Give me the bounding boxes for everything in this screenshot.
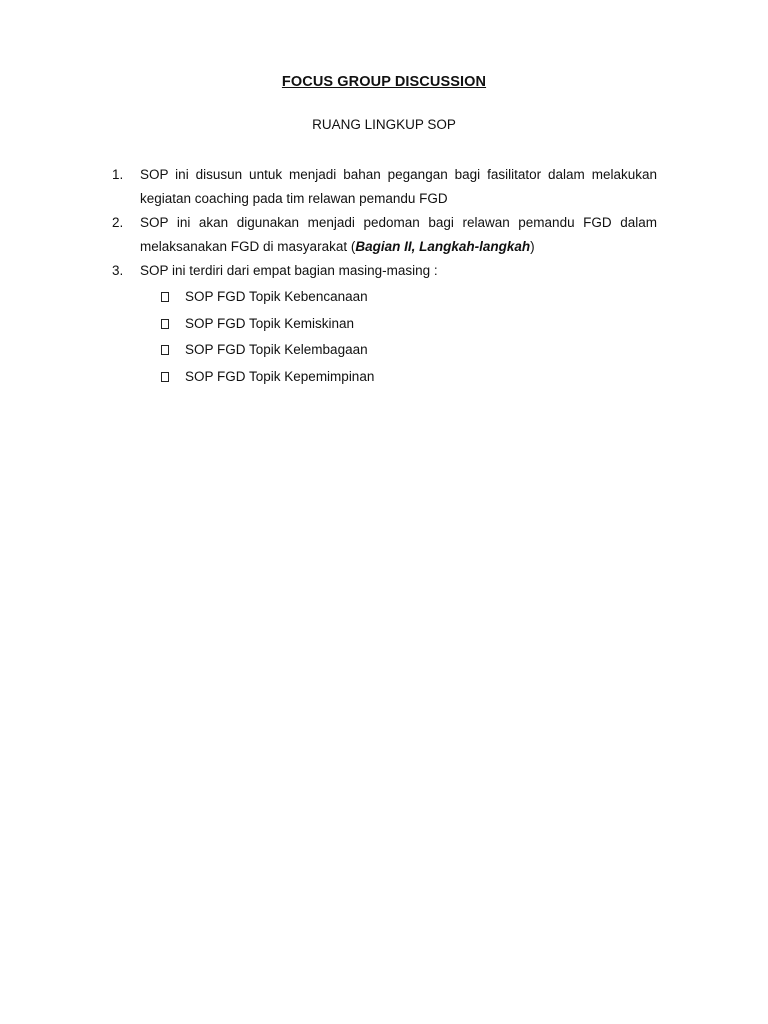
numbered-list <box>112 163 657 391</box>
document-title: FOCUS GROUP DISCUSSION <box>281 74 487 90</box>
list-item <box>112 163 657 211</box>
bullet-sublist <box>112 285 657 391</box>
sublist-item <box>112 312 657 339</box>
list-item-text-part: SOP ini akan digunakan menjadi pedoman bagi relawan pemandu FGD dalam melaksanakan FGD di masyarakat ( <box>140 215 657 254</box>
square-bullet-icon <box>161 292 169 302</box>
list-item-emphasis: Bagian II, Langkah-langkah <box>355 239 531 254</box>
document-subtitle: RUANG LINGKUP SOP <box>312 117 456 132</box>
list-item-text-part: ) <box>530 239 535 254</box>
list-item-text: SOP ini terdiri dari empat bagian masing-masing : <box>140 263 438 278</box>
square-bullet-icon <box>161 319 169 329</box>
list-item-text: SOP ini disusun untuk menjadi bahan pegangan bagi fasilitator dalam melakukan kegiatan coaching pada tim relawan pemandu FGD <box>140 167 657 206</box>
list-item-number: 1. <box>112 167 124 182</box>
square-bullet-icon <box>161 372 169 382</box>
sublist-item <box>112 365 657 392</box>
sublist-item-text: SOP FGD Topik Kebencanaan <box>185 289 368 304</box>
sublist-item-text: SOP FGD Topik Kepemimpinan <box>185 368 375 384</box>
list-item-number: 3. <box>112 263 124 278</box>
list-item-text <box>140 211 657 259</box>
sublist-item <box>112 285 657 312</box>
list-item <box>112 211 657 259</box>
list-item-number: 2. <box>112 215 124 230</box>
sublist-item-text: SOP FGD Topik Kelembagaan <box>185 342 368 357</box>
sublist-item <box>112 338 657 365</box>
square-bullet-icon <box>161 345 169 355</box>
list-item <box>112 259 657 283</box>
sublist-item-text: SOP FGD Topik Kemiskinan <box>185 315 355 331</box>
